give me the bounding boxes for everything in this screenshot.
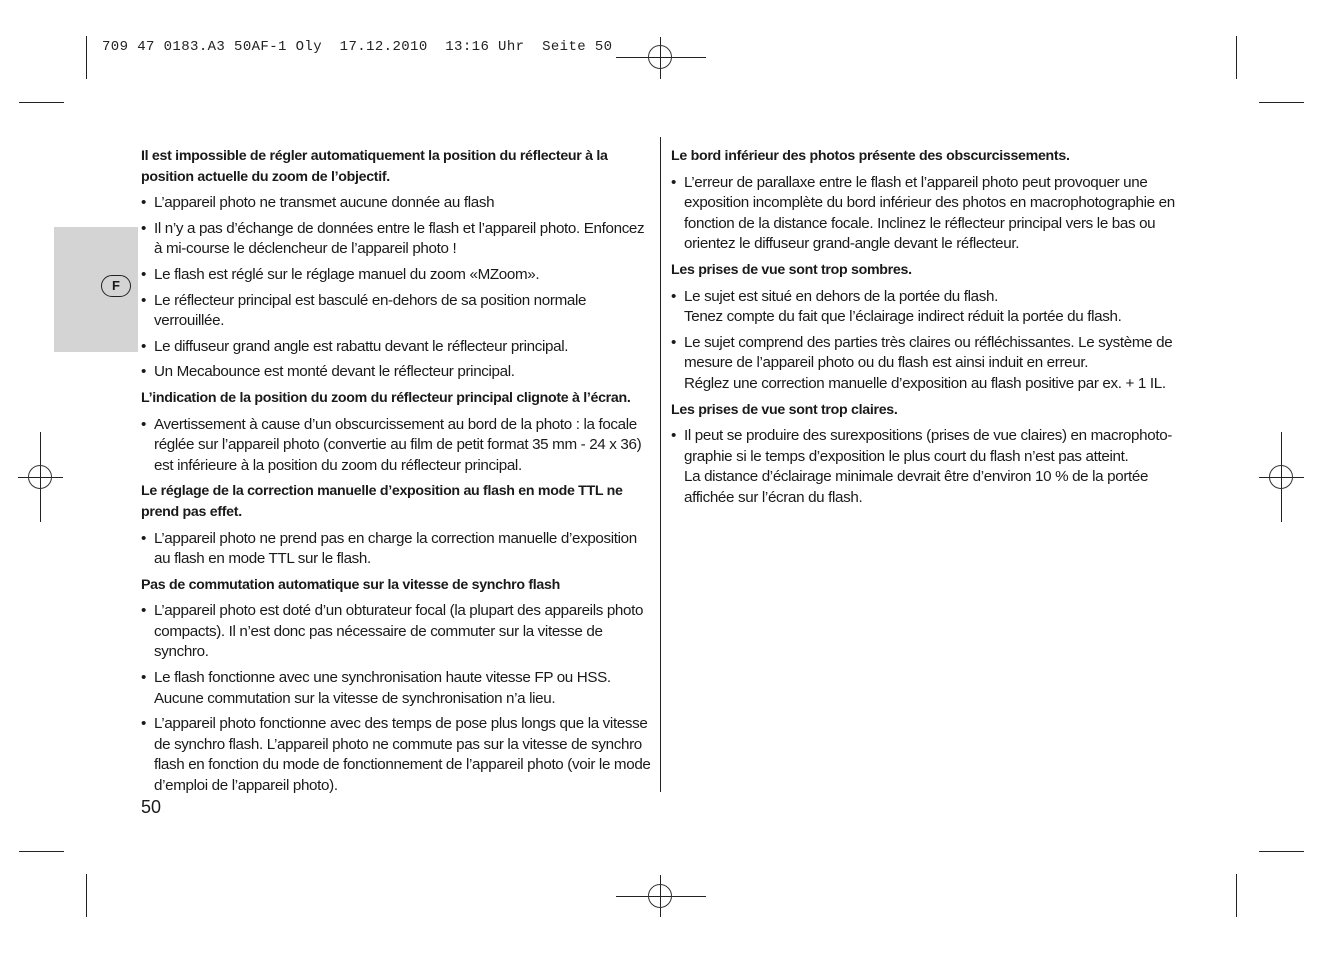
list-item: • Il n’y a pas d’échange de données entre le flash et l’appareil photo. Enfoncez à mi-course le déclencheur de l’appareil photo ! (141, 219, 655, 260)
section (141, 575, 655, 797)
list-item: • L’appareil photo est doté d’un obturateur focal (la plupart des appareils photo compacts). Il n’est donc pas nécessaire de commuter sur la vitesse de synchro. (141, 601, 655, 663)
list-item: • Le flash est réglé sur le réglage manuel du zoom «MZoom». (141, 265, 655, 286)
section (671, 146, 1187, 255)
bullet-list (671, 173, 1187, 255)
item-note: Tenez compte du fait que l’éclairage indirect réduit la portée du flash. (684, 308, 1122, 326)
list-item: • Un Mecabounce est monté devant le réflecteur principal. (141, 362, 655, 383)
section (141, 146, 655, 383)
section-heading: Le bord inférieur des photos présente des obscurcissements. (671, 148, 1070, 164)
right-column (671, 146, 1187, 514)
section-heading: Les prises de vue sont trop sombres. (671, 261, 912, 278)
print-header: 709 47 0183.A3 50AF-1 Oly 17.12.2010 13:16 Uhr Seite 50 (102, 39, 613, 55)
bullet-list (671, 426, 1187, 508)
item-note: Aucune commutation sur la vitesse de synchronisation n’a lieu. (154, 689, 556, 707)
list-item (671, 287, 1187, 328)
item-note: Réglez une correction manuelle d’exposition au flash positive par ex. + 1 IL. (684, 374, 1166, 392)
bullet-list (141, 415, 655, 477)
section-heading: Pas de commutation automatique sur la vitesse de synchro flash (141, 576, 560, 593)
column-divider (660, 137, 661, 792)
left-column (141, 146, 655, 802)
list-item: • L’appareil photo ne transmet aucune donnée au flash (141, 193, 655, 214)
section-heading: L’indication de la position du zoom du réflecteur principal clignote à l’écran. (141, 389, 631, 406)
list-item: • Le réflecteur principal est basculé en-dehors de sa position normale verrouillée. (141, 291, 655, 332)
list-item (671, 426, 1187, 508)
bullet-list (141, 193, 655, 383)
item-text: Le sujet comprend des parties très claires ou réfléchissantes. Le système de mesure de l’appareil photo ou du flash est ainsi induit en erreur. (684, 333, 1173, 372)
list-item (671, 333, 1187, 395)
item-note: La distance d’éclairage minimale devrait être d’environ 10 % de la portée affichée sur l’écran du flash. (684, 468, 1149, 506)
bullet-list (141, 529, 655, 570)
list-item: • Avertissement à cause d’un obscurcissement au bord de la photo : la focale réglée sur l’appareil photo (convertie au film de petit format 35 mm - 24 x 36) est inférieure à la position du zoom du réflecteur principal. (141, 415, 655, 477)
list-item (141, 668, 655, 709)
bullet-list (671, 287, 1187, 395)
list-item: • Le diffuseur grand angle est rabattu devant le réflecteur principal. (141, 337, 655, 358)
section-heading: Les prises de vue sont trop claires. (671, 401, 898, 418)
section-heading: Le réglage de la correction manuelle d’exposition au flash en mode TTL ne prend pas effet. (141, 483, 623, 520)
section (141, 481, 655, 569)
section (141, 388, 655, 476)
language-badge: F (101, 275, 131, 297)
page-number: 50 (141, 797, 162, 817)
section (671, 260, 1187, 395)
item-text: Le sujet est situé en dehors de la portée du flash. (684, 287, 998, 305)
section (671, 400, 1187, 509)
item-text: Il peut se produire des surexpositions (prises de vue claires) en macrophoto-graphie si le temps d’exposition le plus court du flash n’est pas atteint. (684, 427, 1172, 465)
item-text: Le flash fonctionne avec une synchronisation haute vitesse FP ou HSS. (154, 669, 611, 687)
list-item: • L’appareil photo fonctionne avec des temps de pose plus longs que la vitesse de synchro flash. L’appareil photo ne commute pas sur la vitesse de synchro flash en fonction du mode de fonctionnement de l’appareil photo (voir le mode d’emploi de l’appareil photo). (141, 714, 655, 796)
bullet-list (141, 601, 655, 796)
list-item: • L’erreur de parallaxe entre le flash et l’appareil photo peut provoquer une exposition incomplète du bord inférieur des photos en macrophotographie en fonction de la distance focale. Inclinez le réflecteur principal vers le bas ou orientez le diffuseur grand-angle devant le réflecteur. (671, 173, 1187, 255)
list-item: • L’appareil photo ne prend pas en charge la correction manuelle d’exposition au flash en mode TTL sur le flash. (141, 529, 655, 570)
section-heading: Il est impossible de régler automatiquement la position du réflecteur à la position actuelle du zoom de l’objectif. (141, 148, 608, 185)
